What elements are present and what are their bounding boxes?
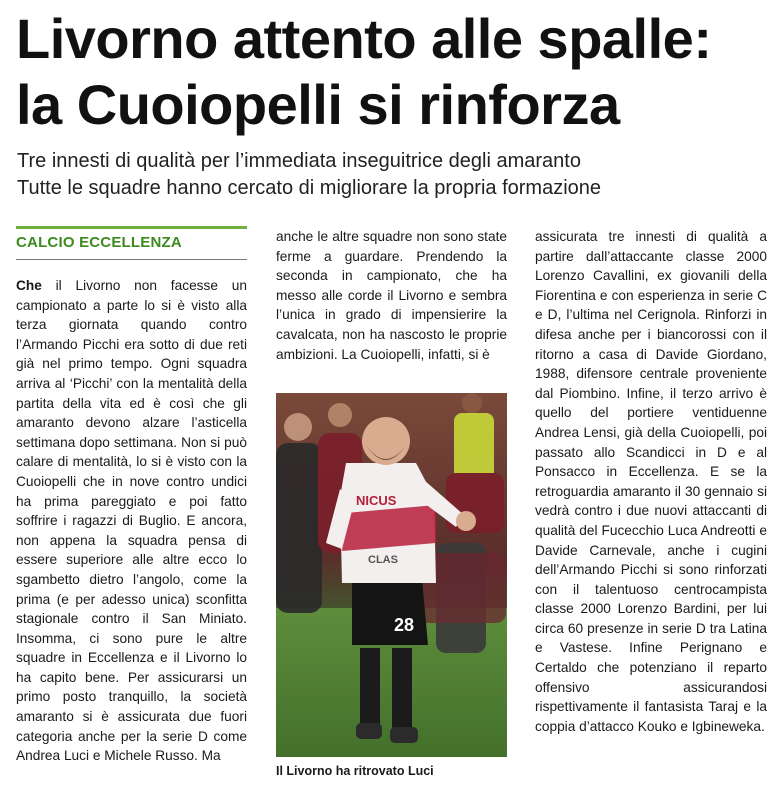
article-column-3: assicurata tre innesti di qualità a partire dall’attaccante classe 2000 Lorenzo Cavallini, ex giovanili della Fiorentina e con esperienza in serie C e D, l’ultima nel Cerignola. Rinforzi in difesa anche per i biancorossi con il ritorno a casa di Davide Giordano, 1988, difensore centrale proveniente dal Piombino. Infine, il terzo arrivo è quello del portiere ventiduenne Andrea Lensi, già della Cuoiopelli, poi passato allo Scandicci in D e al Ponsacco in Eccellenza. E se la retroguardia amaranto il 30 gennaio si vedrà contro i due nuovi attaccanti di qualità del Fucecchio Luca Andreotti e Davide Carnevale, anche i cugini dell’Armando Picchi si sono rinforzati con il talentuoso centrocampista classe 2000 Lorenzo Bardini, per lui circa 60 presenze in serie D tra Latina e Vastese. Infine Perignano e Certaldo che potenziano il reparto offensivo assicurandosi rispettivamente il fantasista Taraj e la coppia d’attacco Kouko e Igbineweka. — [535, 229, 767, 734]
jersey-number: 28 — [394, 615, 415, 635]
section-rule-bottom — [16, 259, 247, 260]
headline — [16, 6, 776, 138]
photo-caption: Il Livorno ha ritrovato Luci — [276, 764, 434, 778]
subhead-line-2: Tutte le squadre hanno cercato di migliorare la propria formazione — [17, 177, 602, 199]
player-photo — [276, 393, 507, 757]
column-1-text: il Livorno non facesse un campionato a parte lo si è visto alla terza giornata quando contro l’Armando Picchi era sotto di due reti già nel primo tempo. Ogni squadra arriva al ‘Picchi’ con la mentalità della partita della vita ed è così che gli amaranto devono alzare l’asticella settimana dopo settimana. Non si può calare di mentalità, lo si è visto con la Cuoiopelli che in nove contro undici ha prima pareggiato e poi fatto soffrire i ragazzi di Buglio. E ancora, non appena la squadra pensa di essere superiore alle altre ecco lo sgambetto dietro l’angolo, come la prima (e per adesso unica) sconfitta stagionale contro il San Miniato. Insomma, ci sono pure le altre squadre in Eccellenza e il Livorno lo ha capito bene. Per assicurarsi un primo posto tranquillo, la società amaranto si è assicurata due fuori categoria anche per la serie D come Andrea Luci e Michele Russo. Ma — [16, 278, 247, 764]
headline-line-2: la Cuoiopelli si rinforza — [16, 73, 620, 136]
section-rule-top — [16, 226, 247, 229]
article-column-2: anche le altre squadre non sono state ferme a guardare. Prendendo la seconda in campionato, che ha messo alle corde il Livorno e sembra l’unica in grado di impensierire la cavalcata, non ha nascosto le proprie ambizioni. La Cuoiopelli, infatti, si è — [276, 229, 507, 362]
section-label: CALCIO ECCELLENZA — [16, 234, 182, 251]
subhead — [17, 148, 767, 202]
subhead-line-1: Tre innesti di qualità per l’immediata inseguitrice degli amaranto — [17, 150, 581, 172]
lead-word: Che — [16, 278, 42, 293]
jersey-sponsor-bottom: CLAS — [368, 554, 398, 566]
jersey-sponsor-top: NICUS — [356, 493, 397, 508]
headline-line-1: Livorno attento alle spalle: — [16, 7, 712, 70]
article-column-1 — [16, 276, 247, 766]
